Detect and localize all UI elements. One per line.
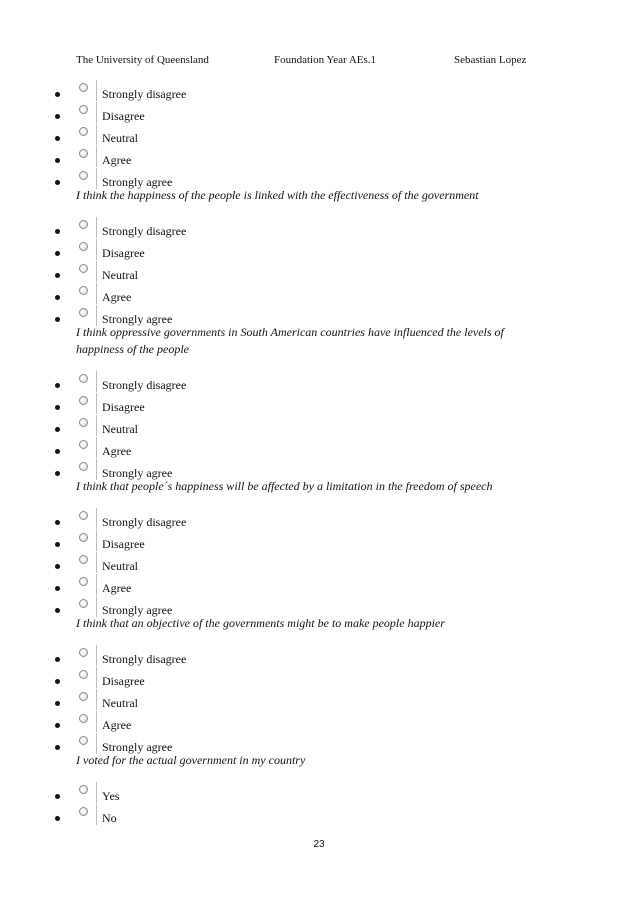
option-separator (96, 371, 97, 392)
option-separator (96, 124, 97, 145)
option-separator (96, 168, 97, 189)
bullet-icon (55, 520, 60, 525)
radio-button[interactable] (79, 308, 88, 317)
option-separator (96, 437, 97, 458)
option-label: Strongly disagree (102, 378, 187, 392)
option-separator (96, 283, 97, 304)
option-separator (96, 804, 97, 825)
option-separator (96, 645, 97, 666)
question-group (0, 82, 638, 210)
question-group (0, 647, 638, 775)
radio-button[interactable] (79, 374, 88, 383)
option-separator (96, 689, 97, 710)
bullet-icon (55, 405, 60, 410)
option-label: Strongly disagree (102, 224, 187, 238)
option-label: Strongly agree (102, 312, 173, 326)
radio-button[interactable] (79, 286, 88, 295)
radio-button[interactable] (79, 714, 88, 723)
radio-button[interactable] (79, 440, 88, 449)
option-item (0, 669, 638, 691)
option-item (0, 510, 638, 532)
question-text: I think the happiness of the people is linked with the effectiveness of the government (76, 188, 479, 202)
radio-button[interactable] (79, 648, 88, 657)
option-separator (96, 552, 97, 573)
option-separator (96, 574, 97, 595)
radio-button[interactable] (79, 242, 88, 251)
option-separator (96, 667, 97, 688)
bullet-icon (55, 701, 60, 706)
radio-button[interactable] (79, 533, 88, 542)
radio-button[interactable] (79, 736, 88, 745)
question-text: I think that people´s happiness will be affected by a limitation in the freedom of speech (76, 479, 493, 493)
radio-button[interactable] (79, 220, 88, 229)
option-item (0, 241, 638, 263)
header-university: The University of Queensland (76, 54, 209, 66)
bullet-icon (55, 92, 60, 97)
option-label: Agree (102, 444, 132, 458)
option-item (0, 554, 638, 576)
option-item (0, 104, 638, 126)
question-text: I think oppressive governments in South American countries have influenced the levels of happiness of the people (76, 325, 504, 356)
option-label: Neutral (102, 268, 138, 282)
option-label: Neutral (102, 131, 138, 145)
option-label: Strongly agree (102, 175, 173, 189)
bullet-icon (55, 471, 60, 476)
option-separator (96, 733, 97, 754)
bullet-icon (55, 723, 60, 728)
option-label: Disagree (102, 674, 145, 688)
bullet-icon (55, 449, 60, 454)
radio-button[interactable] (79, 171, 88, 180)
option-label: Strongly agree (102, 466, 173, 480)
bullet-icon (55, 229, 60, 234)
option-separator (96, 146, 97, 167)
option-separator (96, 508, 97, 529)
option-separator (96, 305, 97, 326)
bullet-icon (55, 317, 60, 322)
survey-content (0, 82, 638, 828)
radio-button[interactable] (79, 511, 88, 520)
radio-button[interactable] (79, 599, 88, 608)
radio-button[interactable] (79, 807, 88, 816)
option-label: No (102, 811, 117, 825)
radio-button[interactable] (79, 785, 88, 794)
bullet-icon (55, 745, 60, 750)
option-label: Strongly agree (102, 603, 173, 617)
option-item (0, 784, 638, 806)
option-label: Agree (102, 718, 132, 732)
option-label: Agree (102, 581, 132, 595)
bullet-icon (55, 816, 60, 821)
bullet-icon (55, 427, 60, 432)
option-separator (96, 782, 97, 803)
radio-button[interactable] (79, 83, 88, 92)
option-label: Strongly disagree (102, 515, 187, 529)
option-item (0, 417, 638, 439)
bullet-icon (55, 158, 60, 163)
radio-button[interactable] (79, 462, 88, 471)
option-label: Disagree (102, 400, 145, 414)
bullet-icon (55, 657, 60, 662)
option-item (0, 439, 638, 461)
bullet-icon (55, 794, 60, 799)
radio-button[interactable] (79, 127, 88, 136)
page-header (76, 54, 566, 68)
bullet-icon (55, 564, 60, 569)
radio-button[interactable] (79, 396, 88, 405)
bullet-icon (55, 679, 60, 684)
bullet-icon (55, 136, 60, 141)
question-group (0, 510, 638, 638)
option-separator (96, 530, 97, 551)
radio-button[interactable] (79, 577, 88, 586)
option-separator (96, 102, 97, 123)
option-separator (96, 80, 97, 101)
option-label: Agree (102, 290, 132, 304)
option-item (0, 82, 638, 104)
option-separator (96, 261, 97, 282)
header-author: Sebastian Lopez (454, 54, 527, 66)
option-label: Disagree (102, 537, 145, 551)
option-item (0, 285, 638, 307)
option-separator (96, 711, 97, 732)
radio-button[interactable] (79, 670, 88, 679)
page-number: 23 (313, 839, 325, 850)
bullet-icon (55, 542, 60, 547)
bullet-icon (55, 586, 60, 591)
header-course: Foundation Year AEs.1 (274, 54, 377, 66)
question-group (0, 219, 638, 364)
option-label: Strongly disagree (102, 87, 187, 101)
option-label: Disagree (102, 246, 145, 260)
option-separator (96, 393, 97, 414)
option-separator (96, 596, 97, 617)
option-label: Agree (102, 153, 132, 167)
option-item (0, 576, 638, 598)
bullet-icon (55, 383, 60, 388)
option-label: Neutral (102, 422, 138, 436)
option-item (0, 219, 638, 241)
option-label: Yes (102, 789, 120, 803)
option-separator (96, 415, 97, 436)
radio-button[interactable] (79, 264, 88, 273)
bullet-icon (55, 273, 60, 278)
bullet-icon (55, 608, 60, 613)
radio-button[interactable] (79, 555, 88, 564)
radio-button[interactable] (79, 149, 88, 158)
radio-button[interactable] (79, 105, 88, 114)
option-separator (96, 217, 97, 238)
bullet-icon (55, 114, 60, 119)
option-item (0, 532, 638, 554)
option-label: Strongly disagree (102, 652, 187, 666)
option-item (0, 126, 638, 148)
option-separator (96, 459, 97, 480)
option-separator (96, 239, 97, 260)
question-group (0, 373, 638, 501)
option-label: Disagree (102, 109, 145, 123)
bullet-icon (55, 295, 60, 300)
radio-button[interactable] (79, 418, 88, 427)
option-item (0, 148, 638, 170)
option-item (0, 691, 638, 713)
question-text: I think that an objective of the governments might be to make people happier (76, 616, 445, 630)
option-item (0, 713, 638, 735)
option-item (0, 395, 638, 417)
option-item (0, 806, 638, 828)
option-item (0, 263, 638, 285)
bullet-icon (55, 251, 60, 256)
radio-button[interactable] (79, 692, 88, 701)
question-text: I voted for the actual government in my country (76, 753, 306, 767)
option-label: Neutral (102, 696, 138, 710)
bullet-icon (55, 180, 60, 185)
question-group (0, 784, 638, 828)
option-label: Neutral (102, 559, 138, 573)
option-item (0, 373, 638, 395)
option-item (0, 647, 638, 669)
option-label: Strongly agree (102, 740, 173, 754)
